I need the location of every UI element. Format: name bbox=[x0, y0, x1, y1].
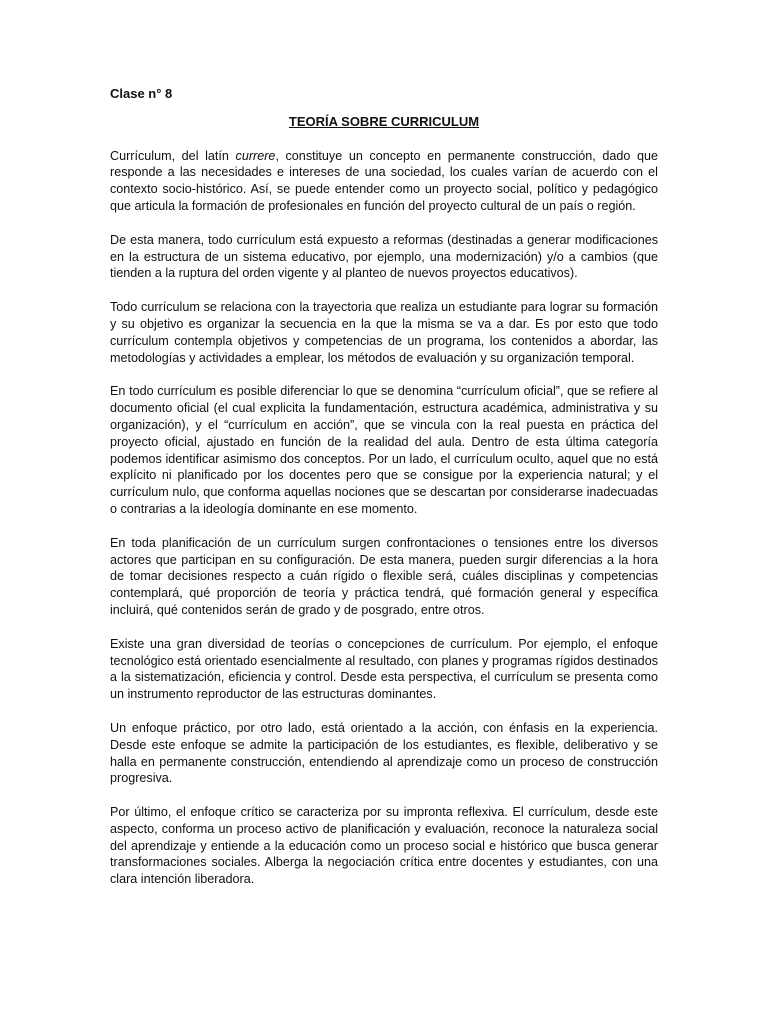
paragraph-2: De esta manera, todo currículum está expuesto a reformas (destinadas a generar modificaciones en la estructura de un sistema educativo, por ejemplo, una modernización) y/o a cambios (que tienden a la ruptura del orden vigente y al planteo de nuevos proyectos educativos). bbox=[110, 232, 658, 281]
paragraph-1-start: Currículum, del latín bbox=[110, 148, 236, 163]
class-label: Clase n° 8 bbox=[110, 86, 173, 101]
paragraph-5: En toda planificación de un currículum surgen confrontaciones o tensiones entre los diversos actores que participan en su configuración. De esta manera, pueden surgir diferencias a la hora de tomar decisiones respecto a cuán rígido o flexible será, cuáles disciplinas y competencias contemplará, qué proporción de teoría y práctica tendrá, qué formación general y específica incluirá, qué contenidos serán de grado y de posgrado, entre otros. bbox=[110, 535, 658, 617]
paragraph-3: Todo currículum se relaciona con la trayectoria que realiza un estudiante para lograr su formación y su objetivo es organizar la secuencia en la que la misma se va a dar. Es por esto que todo currículum contempla objetivos y competencias de un programa, los contenidos a abordar, las metodologías y actividades a emplear, los métodos de evaluación y su organización temporal. bbox=[110, 300, 658, 365]
document-page bbox=[110, 86, 658, 905]
paragraph-4: En todo currículum es posible diferenciar lo que se denomina “currículum oficial”, que se refiere al documento oficial (el cual explicita la fundamentación, estructura académica, administrativa y su organización), y el “currículum en acción”, que se vincula con la real puesta en práctica del proyecto oficial, ajustado en función de la realidad del aula. Dentro de esta última categoría podemos identificar asimismo dos conceptos. Por un lado, el currículum oculto, aquel que no está explícito ni planificado por los docentes pero que se consigue por la experiencia natural; y el currículum nulo, que conforma aquellas nociones que se descartan por considerarse inadecuadas o contrarias a la ideología dominante en ese momento. bbox=[110, 384, 658, 516]
document-title: TEORÍA SOBRE CURRICULUM bbox=[288, 113, 480, 129]
paragraph-1-italic-word: currere bbox=[235, 148, 276, 163]
paragraph-6: Existe una gran diversidad de teorías o concepciones de currículum. Por ejemplo, el enfoque tecnológico está orientado esencialmente al resultado, con planes y programas rígidos destinados a la sistematización, eficiencia y control. Desde esta perspectiva, el currículum se presenta como un instrumento reproductor de las estructuras dominantes. bbox=[110, 636, 658, 702]
paragraph-1 bbox=[110, 148, 658, 215]
paragraph-7: Un enfoque práctico, por otro lado, está orientado a la acción, con énfasis en la experiencia. Desde este enfoque se admite la participación de los estudiantes, es flexible, deliberativo y se halla en permanente construcción, entendiendo al aprendizaje como un proceso de construcción progresiva. bbox=[110, 720, 658, 786]
paragraph-8: Por último, el enfoque crítico se caracteriza por su impronta reflexiva. El currículum, desde este aspecto, conforma un proceso activo de planificación y evaluación, reconoce la naturaleza social del aprendizaje y entiende a la educación como un proceso social e histórico que busca generar transformaciones sociales. Alberga la negociación crítica entre docentes y estudiantes, con una clara intención liberadora. bbox=[110, 805, 658, 887]
paragraph-1-end: , constituye un concepto en permanente construcción, dado que responde a las necesidades e intereses de una sociedad, los cuales varían de acuerdo con el contexto socio-histórico. Así, se puede entender como un proyecto social, político y pedagógico que articula la formación de profesionales en función del proyecto cultural de un país o región. bbox=[110, 148, 659, 213]
